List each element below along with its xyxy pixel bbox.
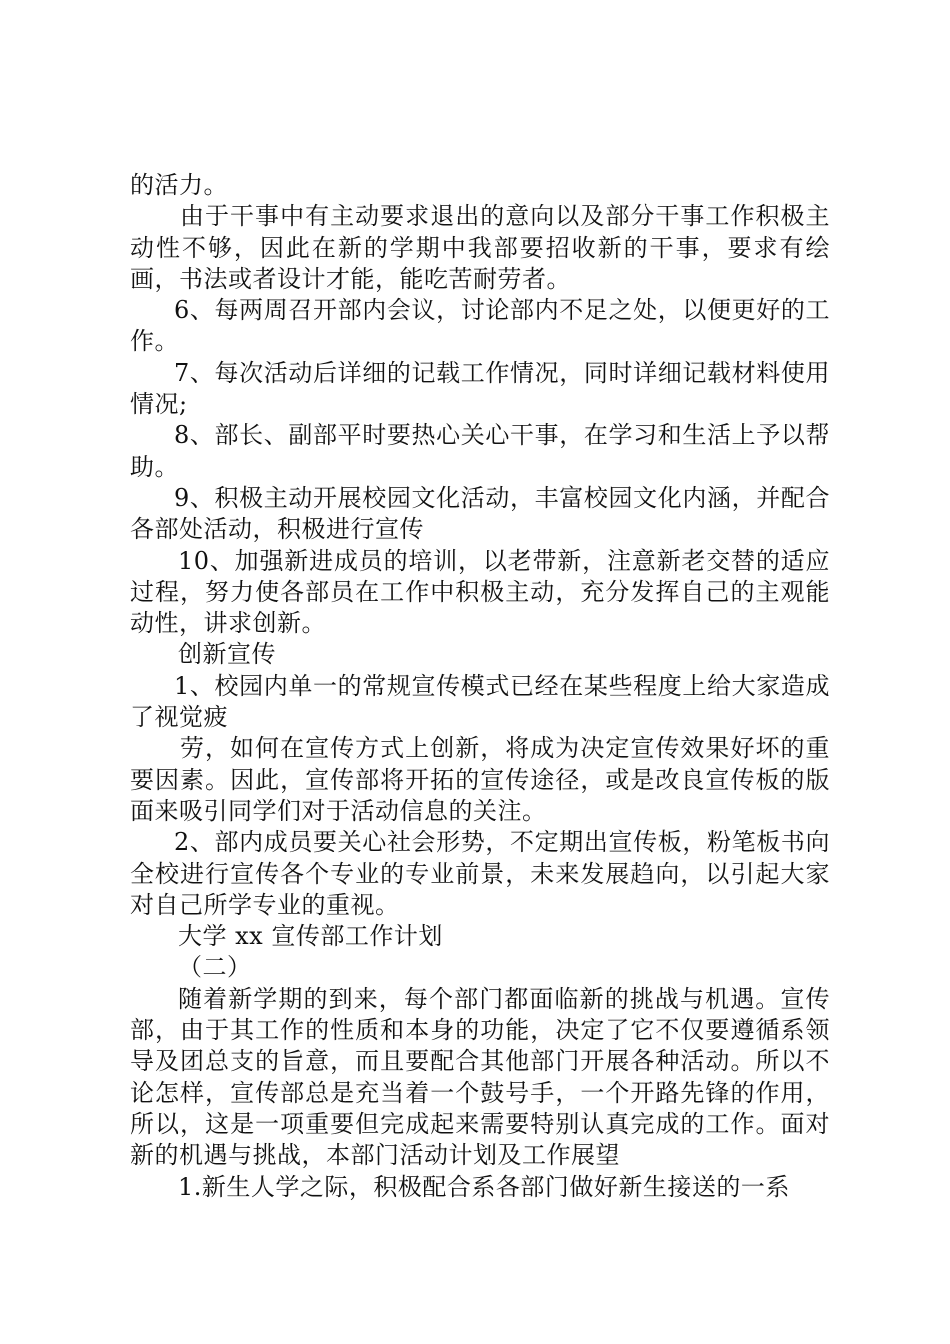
paragraph: 由于干事中有主动要求退出的意向以及部分干事工作积极主动性不够，因此在新的学期中我部要招收新的干事，要求有绘画，书法或者设计才能，能吃苦耐劳者。 [130, 202, 830, 293]
paragraph: 劳，如何在宣传方式上创新，将成为决定宣传效果好坏的重要因素。因此，宣传部将开拓的宣传途径，或是改良宣传板的版面来吸引同学们对于活动信息的关注。 [130, 734, 830, 825]
paragraph: 的活力。 [130, 171, 228, 199]
paragraph: 6、每两周召开部内会议，讨论部内不足之处，以便更好的工作。 [130, 296, 830, 356]
document-body [130, 170, 830, 1203]
paragraph: 7、每次活动后详细的记载工作情况，同时详细记载材料使用情况; [130, 358, 830, 419]
paragraph: 10、加强新进成员的培训，以老带新，注意新老交替的适应过程，努力使各部员在工作中积极主动，充分发挥自己的主观能动性，讲求创新。 [130, 546, 830, 638]
paragraph: 1、校园内单一的常规宣传模式已经在某些程度上给大家造成了视觉疲 [130, 671, 830, 732]
paragraph: 9、积极主动开展校园文化活动，丰富校园文化内涵，并配合各部处活动，积极进行宣传 [130, 483, 830, 544]
section-number: （二） [178, 953, 252, 982]
paragraph: 2、部内成员要关心社会形势，不定期出宣传板，粉笔板书向全校进行宣传各个专业的专业前景，未来发展趋向，以引起大家对自己所学专业的重视。 [130, 828, 830, 919]
paragraph: 8、部长、副部平时要热心关心干事，在学习和生活上予以帮助。 [130, 421, 830, 481]
paragraph: 随着新学期的到来，每个部门都面临新的挑战与机遇。宣传部，由于其工作的性质和本身的功能，决定了它不仅要遵循系领导及团总支的旨意，而且要配合其他部门开展各种活动。所以不论怎样，宣传部总是充当着一个鼓号手，一个开路先锋的作用，所以，这是一项重要但完成起来需要特别认真完成的工作。面对新的机遇与挑战，本部门活动计划及工作展望 [130, 984, 830, 1170]
document-title: 大学 xx 宣传部工作计划 [178, 922, 443, 951]
section-heading: 创新宣传 [178, 640, 276, 669]
paragraph: 1.新生人学之际，积极配合系各部门做好新生接送的一系 [178, 1172, 790, 1201]
